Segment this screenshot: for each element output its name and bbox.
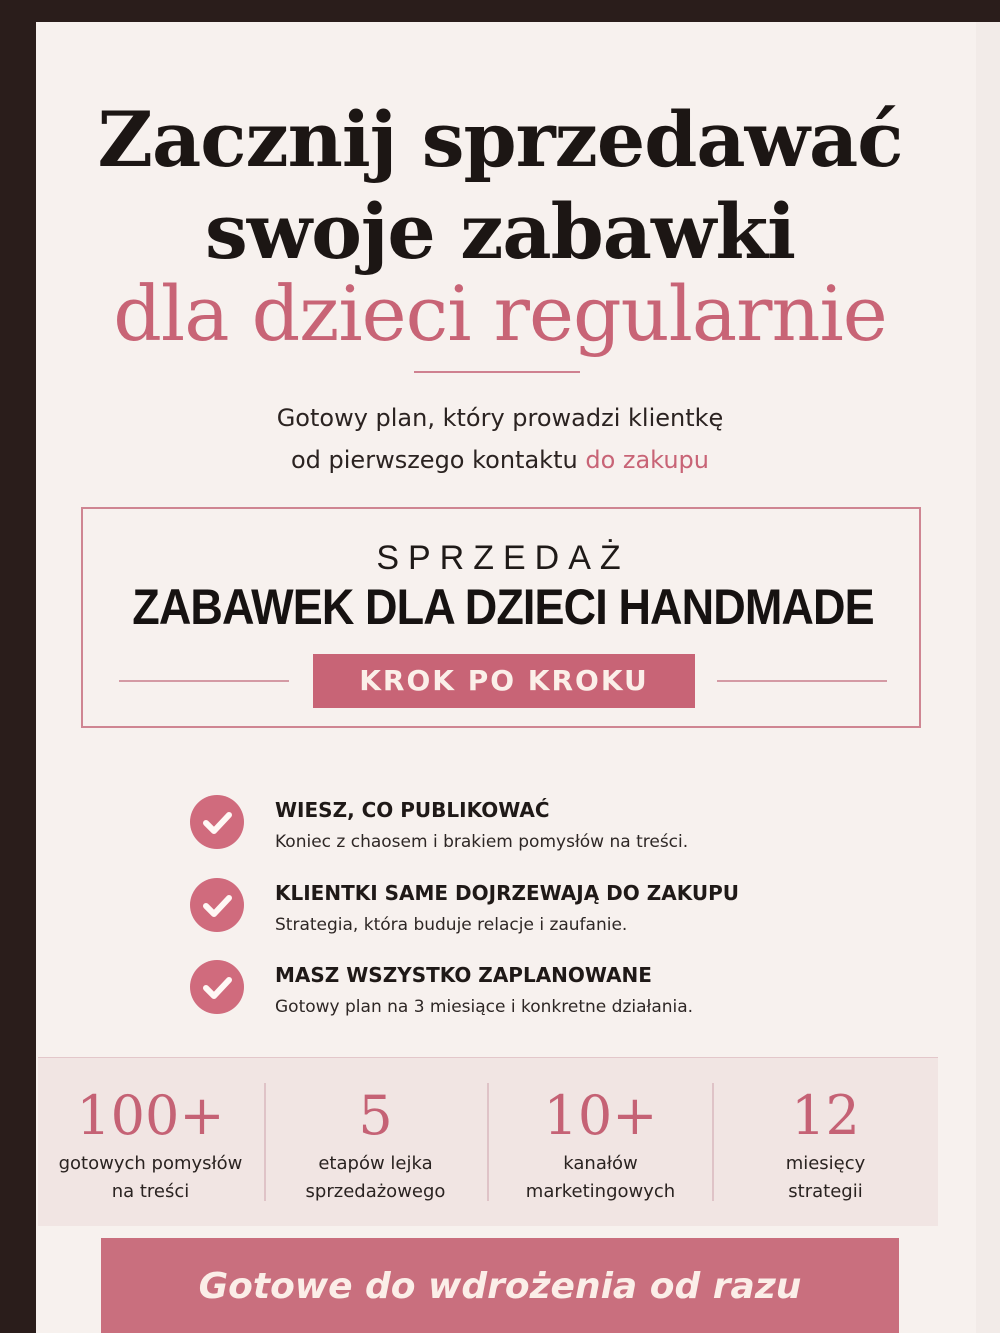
benefit-item: [190, 795, 930, 855]
stat-label: miesięcy strategii: [785, 1153, 866, 1202]
headline-line-3: dla dzieci regularnie: [113, 269, 887, 358]
headline-line-2: swoje zabawki: [205, 187, 795, 276]
stats-bar: [38, 1057, 938, 1226]
benefit-title: KLIENTKI SAME DOJRZEWAJĄ DO ZAKUPU: [275, 881, 740, 905]
headline-line-1: Zacznij sprzedawać: [97, 95, 903, 184]
benefit-text: Koniec z chaosem i brakiem pomysłów na treści.: [275, 832, 689, 852]
product-panel: [81, 507, 921, 728]
stat-label: gotowych pomysłów na treści: [58, 1153, 243, 1202]
benefit-text: Strategia, która buduje relacje i zaufanie.: [275, 915, 628, 935]
stat-item: [38, 1058, 263, 1226]
panel-title: ZABAWEK DLA DZIECI HANDMADE: [132, 579, 874, 635]
benefit-text: Gotowy plan na 3 miesiące i konkretne działania.: [275, 997, 694, 1017]
panel-badge: KROK PO KROKU: [313, 654, 695, 708]
subheadline-line-1: Gotowy plan, który prowadzi klientkę: [276, 404, 724, 432]
stat-label: kanałów marketingowych: [525, 1153, 676, 1202]
benefit-title: WIESZ, CO PUBLIKOWAĆ: [275, 798, 550, 822]
stat-item: [713, 1058, 938, 1226]
stat-value: 10+: [543, 1084, 658, 1147]
headline-divider: [414, 371, 580, 373]
stat-value: 100+: [76, 1084, 225, 1147]
panel-divider-left: [119, 680, 289, 682]
stat-item: [263, 1058, 488, 1226]
benefit-title: MASZ WSZYSTKO ZAPLANOWANE: [275, 963, 652, 987]
stat-label: etapów lejka sprzedażowego: [305, 1153, 446, 1202]
check-circle-icon: [190, 878, 244, 932]
stat-value: 12: [791, 1084, 860, 1147]
footer-text: Gotowe do wdrożenia od razu: [198, 1266, 802, 1307]
check-circle-icon: [190, 795, 244, 849]
subheadline-line-2-prefix: od pierwszego kontaktu: [290, 446, 578, 474]
subheadline-line-2: [0, 444, 1000, 476]
panel-kicker: SPRZEDAŻ: [376, 539, 630, 577]
subheadline-line-2-accent: do zakupu: [585, 446, 709, 474]
stat-value: 5: [358, 1084, 393, 1147]
benefit-item: [190, 878, 930, 938]
benefit-item: [190, 960, 930, 1020]
panel-divider-right: [717, 680, 887, 682]
check-circle-icon: [190, 960, 244, 1014]
stat-item: [488, 1058, 713, 1226]
footer-banner: [101, 1238, 899, 1333]
